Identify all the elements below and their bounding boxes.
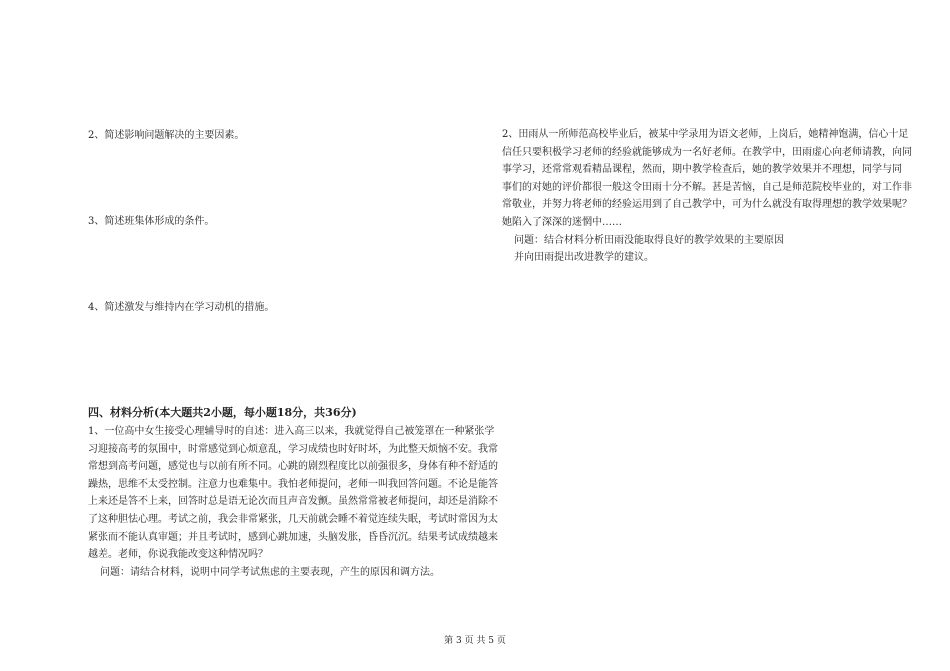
paragraph-line: 越差。老师，你说我能改变这种情况吗？ (88, 549, 268, 561)
paragraph-line: 常想到高考问题，感觉也与以前有所不同。心跳的剧烈程度比以前强很多，身体有种不舒适的 (88, 461, 498, 473)
paragraph-line: 上来还是答不上来，回答时总是语无论次而且声音发颤。虽然常常被老师提问，却还是消除不 (88, 496, 498, 508)
paragraph-line: 事学习，还常常观看精品课程，然而，期中教学检查后，她的教学效果并不理想，同学与同 (502, 164, 902, 176)
material-question-2 (502, 126, 912, 267)
question-prompt: 问题：结合材料分析田雨没能取得良好的教学效果的主要原因 (514, 234, 784, 246)
paragraph-line: 常敬业，并努力将老师的经验运用到了自己教学中，可为什么就没有取得理想的教学效果呢？ (502, 199, 912, 211)
question-4: 4、简述激发与维持内在学习动机的措施。 (88, 302, 275, 313)
question-3: 3、简述班集体形成的条件。 (88, 216, 215, 227)
question-prompt: 并向田雨提出改进教学的建议。 (514, 252, 654, 264)
page-number: 第 3 页 共 5 页 (444, 636, 506, 646)
paragraph-line: 紧张而不能认真审题；并且考试时，感到心跳加速，头脑发胀，昏昏沉沉。结果考试成绩越来 (88, 531, 498, 543)
paragraph-line: 习迎接高考的氛围中，时常感觉到心烦意乱，学习成绩也时好时坏，为此整天烦恼不安。我常 (88, 443, 498, 455)
material-question-1 (88, 423, 498, 581)
paragraph-line: 事们的对她的评价都很一般这令田雨十分不解。甚是苦恼，自己是师范院校毕业的，对工作非 (502, 181, 912, 193)
section-title: 四、材料分析(本大题共2小题，每小题18分，共36分) (88, 406, 357, 419)
paragraph-line: 她陷入了深深的迷惘中…… (502, 216, 622, 228)
paragraph-line: 2、田雨从一所师范高校毕业后，被某中学录用为语文老师，上岗后，她精神饱满，信心十足 (502, 129, 909, 140)
question-prompt: 问题：请结合材料，说明中同学考试焦虑的主要表现，产生的原因和调方法。 (100, 566, 440, 578)
paragraph-line: 躁热，思维不太受控制。注意力也难集中。我怕老师提问，老师一叫我回答问题。不论是能答 (88, 478, 498, 490)
paragraph-line: 了这种胆怯心理。考试之前，我会非常紧张，几天前就会睡不着觉连续失眠，考试时常因为太 (88, 513, 498, 525)
question-2: 2、简述影响问题解决的主要因素。 (88, 130, 245, 141)
paragraph-line: 信任只要积极学习老师的经验就能够成为一名好老师。在教学中，田雨虚心向老师请教，向同 (502, 146, 912, 158)
paragraph-line: 1、一位高中女生接受心理辅导时的自述：进入高三以来，我就觉得自己被笼罩在一种紧张学 (88, 426, 495, 437)
